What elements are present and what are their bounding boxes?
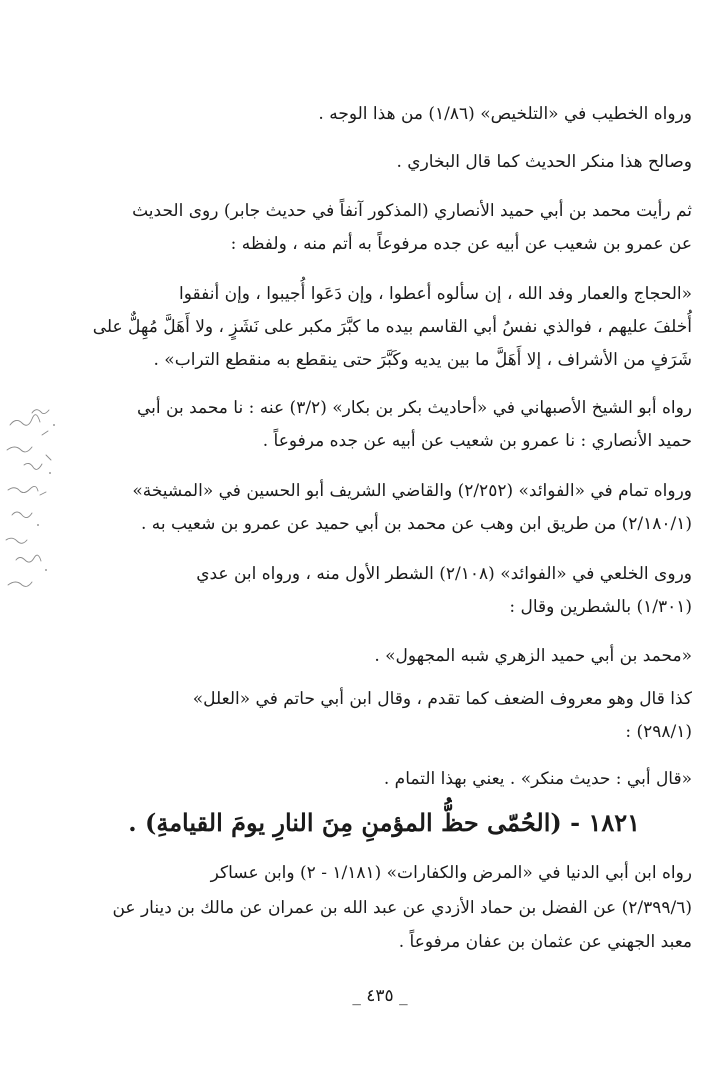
text-line: (٢/١٨٠/١) من طريق ابن وهب عن محمد بن أبي حميد عن عمرو بن شعيب به . xyxy=(140,514,692,534)
text-line: «محمد بن أبي حميد الزهري شبه المجهول» . xyxy=(374,646,692,666)
text-line: ورواه تمام في «الفوائد» (٢/٢٥٢) والقاضي الشريف أبو الحسين في «المشيخة» xyxy=(132,481,692,501)
text-line: رواه أبو الشيخ الأصبهاني في «أحاديث بكر بن بكار» (٣/٢) عنه : نا محمد بن أبي xyxy=(136,398,692,418)
text-line: عن عمرو بن شعيب عن أبيه عن جده مرفوعاً به أتم منه ، ولفظه : xyxy=(230,234,692,254)
text-line: ورواه الخطيب في «التلخيص» (١/٨٦) من هذا الوجه . xyxy=(318,104,692,124)
text-line: «الحجاج والعمار وفد الله ، إن سألوه أعطوا ، وإن دَعَوا أُجيبوا ، وإن أنفقوا xyxy=(179,284,692,304)
page-number: _ ٤٣٥ _ xyxy=(352,986,408,1006)
text-line: (٢/٣٩٩/٦) عن الفضل بن حماد الأزدي عن عبد الله بن عمران عن مالك بن دينار عن xyxy=(112,898,692,918)
text-line: «قال أبي : حديث منكر» . يعني بهذا التمام . xyxy=(383,769,692,789)
text-line: (١/٣٠١) بالشطرين وقال : xyxy=(509,597,692,617)
text-line: أُخلفَ عليهم ، فوالذي نفسُ أبي القاسم بيده ما كبَّرَ مكبر على نَشَزٍ ، ولا أَهَلَّ مُهِلٌّ على xyxy=(92,317,692,337)
text-line: رواه ابن أبي الدنيا في «المرض والكفارات» (١/١٨١ - ٢) وابن عساكر xyxy=(210,863,692,883)
text-line: شَرَفٍ من الأشراف ، إلا أَهَلَّ ما بين يديه وكَبَّرَ حتى ينقطع به منقطع التراب» . xyxy=(153,350,692,370)
margin-handwriting xyxy=(2,395,82,605)
text-line: وصالح هذا منكر الحديث كما قال البخاري . xyxy=(396,152,692,172)
text-line: كذا قال وهو معروف الضعف كما تقدم ، وقال ابن أبي حاتم في «العلل» xyxy=(192,689,692,709)
text-line: حميد الأنصاري : نا عمرو بن شعيب عن أبيه عن جده مرفوعاً . xyxy=(262,431,692,451)
text-line: معبد الجهني عن عثمان بن عفان مرفوعاً . xyxy=(398,932,692,952)
hadith-heading: ١٨٢١ - (الحُمّى حظُّ المؤمنِ مِنَ النارِ يومَ القيامةِ) . xyxy=(128,808,640,837)
text-line: ثم رأيت محمد بن أبي حميد الأنصاري (المذكور آنفاً في حديث جابر) روى الحديث xyxy=(132,201,692,221)
text-line: (٢٩٨/١) : xyxy=(625,722,692,742)
text-line: وروى الخلعي في «الفوائد» (٢/١٠٨) الشطر الأول منه ، ورواه ابن عدي xyxy=(196,564,692,584)
